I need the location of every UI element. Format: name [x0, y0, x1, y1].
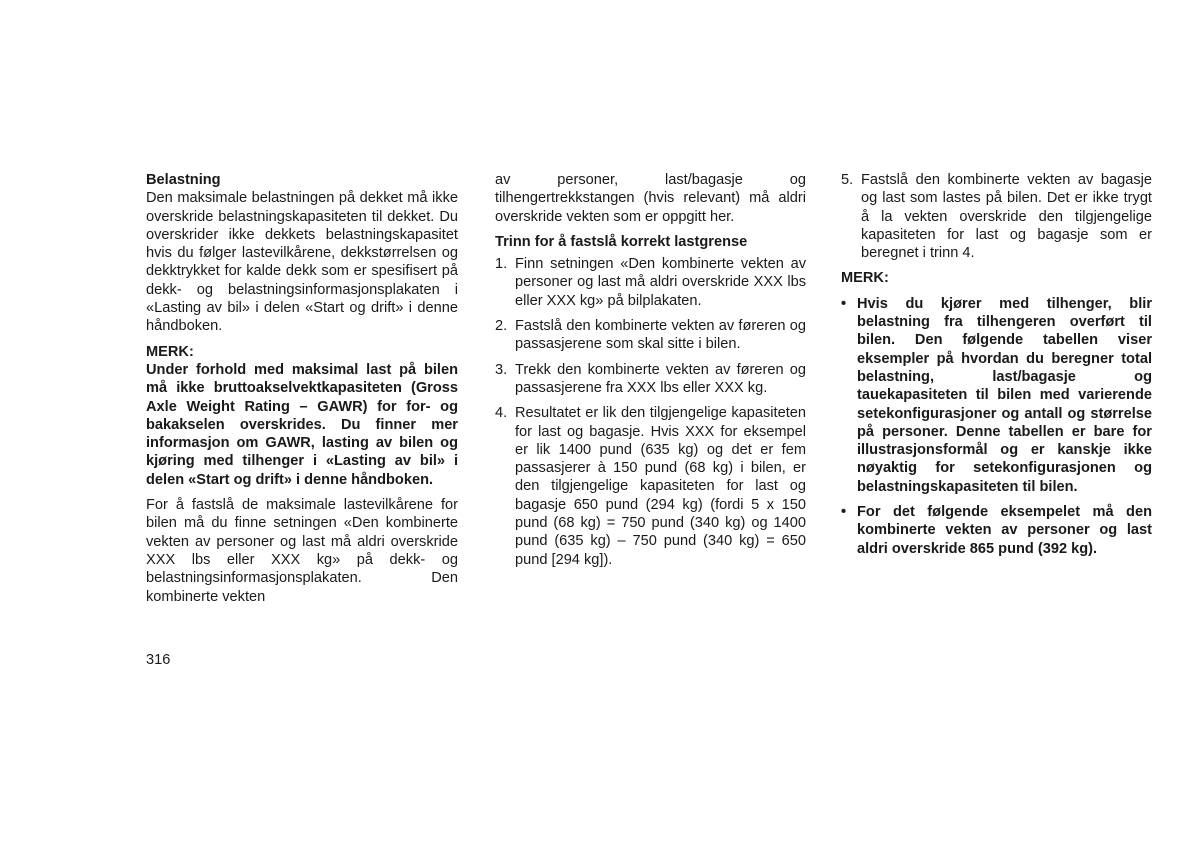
- column-middle: [495, 171, 806, 576]
- step-number: 5.: [841, 172, 854, 188]
- paragraph-lastevilkar: For å fastslå de maksimale lastevilkårene for bilen må du finne setningen «Den kombinerte vekten av personer og last må aldri overskride XXX lbs eller XXX kg» på dekk- og belastningsinformasjonsplakaten. Den kombinerte vekten: [146, 497, 458, 605]
- paragraph-belastning: Den maksimale belastningen på dekket må ikke overskride belastningskapasiteten til dekket. Du overskrider ikke dekkets belastningskapasitet hvis du følger lastevilkårene, dekkstørrelsen og dekktrykket for kalde dekk som er spesifisert på dekk- og belastningsinformasjonsplakaten i «Lasting av bil» i delen «Start og drift» i denne håndboken.: [146, 190, 458, 335]
- step-number: 1.: [495, 256, 508, 273]
- step-number: 3.: [495, 361, 508, 378]
- column-left: [146, 171, 458, 613]
- note-text: Under forhold med maksimal last på bilen må ikke bruttoakselvektkapasiteten (Gross Axle Weight Rating – GAWR) for for- og bakakselen overskrides. Du finner mer informasjon om GAWR, lasting av bilen og kjøring med tilhenger i «Lasting av bil» i delen «Start og drift» i denne håndboken.: [146, 361, 458, 488]
- section-heading-trinn: Trinn for å fastslå korrekt lastgrense: [495, 233, 748, 250]
- step-text: Fastslå den kombinerte vekten av føreren og passasjerene som skal sitte i bilen.: [515, 318, 806, 353]
- step-text: Resultatet er lik den tilgjengelige kapasiteten for last og bagasje. Hvis XXX for eksempel er lik 1400 pund (635 kg) og det er fem passasjerer à 150 pund (68 kg) i bilen, er den tilgjengelige kapasiteten for last og bagasje 650 pund (294 kg) (fordi 5 x 150 pund (68 kg) = 750 pund (340 kg) og 1400 pund (635 kg) – 750 pund (340 kg) = 650 pund [294 kg]).: [515, 405, 806, 568]
- page-number: 316: [146, 652, 171, 668]
- list-item: [495, 317, 806, 354]
- steps-list: [495, 255, 806, 569]
- bullet-text: For det følgende eksempelet må den kombinerte vekten av personer og last aldri overskride 865 pund (392 kg).: [857, 504, 1152, 557]
- bullet-text: Hvis du kjører med tilhenger, blir belastning fra tilhengeren overført til bilen. Den følgende tabellen viser eksempler på hvordan du beregner total belastning, last/bagasje og tauekapasiteten til bilen med varierende setekonfigurasjoner og antall og størrelse på personer. Denne tabellen er bare for illustrasjonsformål og er kanskje ikke nøyaktig for setekonfigurasjonen og belastningskapasiteten til bilen.: [857, 295, 1152, 495]
- steps-list-continued: [841, 171, 1152, 262]
- step-number: 4.: [495, 405, 508, 422]
- list-item: [841, 171, 1152, 262]
- step-number: 2.: [495, 318, 508, 335]
- step-text: Trekk den kombinerte vekten av føreren og passasjerene fra XXX lbs eller XXX kg.: [515, 361, 806, 396]
- step-text: Fastslå den kombinerte vekten av bagasje og last som lastes på bilen. Det er ikke trygt å la vekten overskride den tilgjengelige kapasiteten for last og bagasje som er beregnet i trinn 4.: [861, 172, 1152, 262]
- step-text: Finn setningen «Den kombinerte vekten av personer og last må aldri overskride XXX lbs eller XXX kg» på bilplakaten.: [515, 256, 806, 309]
- list-item: [495, 404, 806, 569]
- list-item: [841, 503, 1152, 558]
- bullet-icon: •: [841, 504, 847, 521]
- paragraph-continued: av personer, last/bagasje og tilhengertrekkstangen (hvis relevant) må aldri overskride vekten som er oppgitt her.: [495, 172, 806, 225]
- note-heading: MERK:: [146, 343, 194, 360]
- section-heading-belastning: Belastning: [146, 172, 221, 188]
- bullet-icon: •: [841, 295, 847, 312]
- note-heading: MERK:: [841, 270, 889, 287]
- list-item: [495, 255, 806, 310]
- list-item: [841, 295, 1152, 496]
- list-item: [495, 361, 806, 398]
- note-bullets: [841, 295, 1152, 558]
- column-right: [841, 171, 1152, 565]
